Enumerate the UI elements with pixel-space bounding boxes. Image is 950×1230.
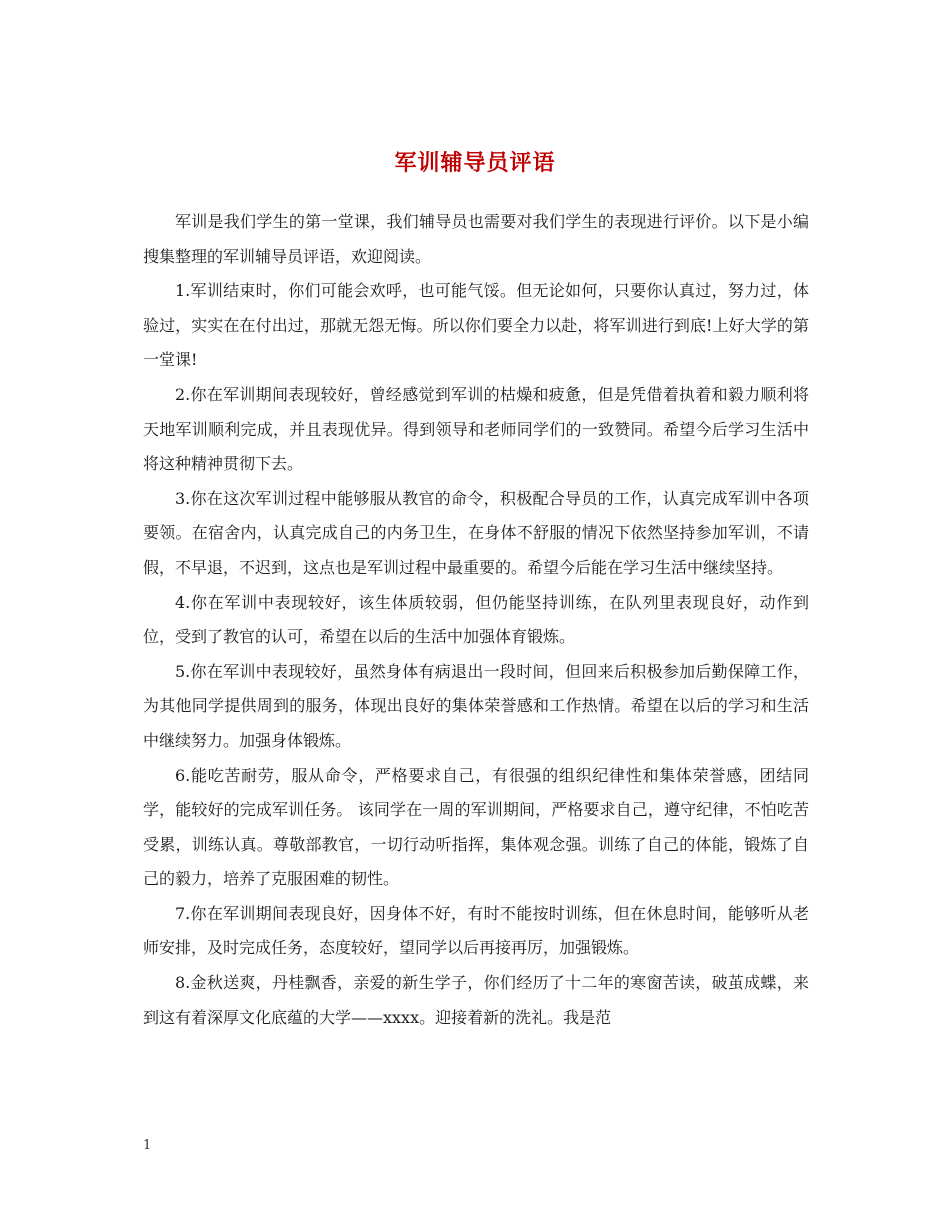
comment-paragraph-4: 4.你在军训中表现较好，该生体质较弱，但仍能坚持训练，在队列里表现良好，动作到位，受到了教官的认可，希望在以后的生活中加强体育锻炼。 — [143, 592, 809, 647]
comment-paragraph-5: 5.你在军训中表现较好，虽然身体有病退出一段时间，但回来后积极参加后勤保障工作，为其他同学提供周到的服务，体现出良好的集体荣誉感和工作热情。希望在以后的学习和生活中继续努力。加强身体锻炼。 — [143, 661, 809, 750]
document-title: 军训辅导员评语 — [394, 149, 556, 176]
intro-paragraph: 军训是我们学生的第一堂课，我们辅导员也需要对我们学生的表现进行评价。以下是小编搜集整理的军训辅导员评语，欢迎阅读。 — [143, 212, 809, 266]
comment-paragraph-1: 1.军训结束时，你们可能会欢呼，也可能气馁。但无论如何，只要你认真过，努力过，体验过，实实在在付出过，那就无怨无悔。所以你们要全力以赴，将军训进行到底!上好大学的第一堂课! — [143, 281, 809, 370]
comment-paragraph-2: 2.你在军训期间表现较好，曾经感觉到军训的枯燥和疲惫，但是凭借着执着和毅力顺利将天地军训顺利完成，并且表现优异。得到领导和老师同学们的一致赞同。希望今后学习生活中将这种精神贯彻下去。 — [143, 384, 809, 474]
comment-paragraph-7: 7.你在军训期间表现良好，因身体不好，有时不能按时训练，但在休息时间，能够听从老师安排，及时完成任务，态度较好，望同学以后再接再厉，加强锻炼。 — [143, 903, 809, 958]
page-number: 1 — [143, 1138, 152, 1153]
comment-paragraph-6: 6.能吃苦耐劳，服从命令，严格要求自己，有很强的组织纪律性和集体荣誉感，团结同学，能较好的完成军训任务。 该同学在一周的军训期间，严格要求自己，遵守纪律，不怕吃苦受累，训练认真。尊敬部教官，一切行动听指挥，集体观念强。训练了自己的体能，锻炼了自己的毅力，培养了克服困难的韧性。 — [143, 765, 809, 889]
comment-paragraph-8: 8.金秋送爽，丹桂飘香，亲爱的新生学子，你们经历了十二年的寒窗苦读，破茧成蝶，来到这有着深厚文化底蕴的大学——xxxx。迎接着新的洗礼。我是范 — [143, 973, 809, 1027]
comment-paragraph-3: 3.你在这次军训过程中能够服从教官的命令，积极配合导员的工作，认真完成军训中各项要领。在宿舍内，认真完成自己的内务卫生，在身体不舒服的情况下依然坚持参加军训，不请假，不早退，不迟到，这点也是军训过程中最重要的。希望今后能在学习生活中继续坚持。 — [143, 488, 809, 577]
document-body — [143, 205, 809, 1035]
